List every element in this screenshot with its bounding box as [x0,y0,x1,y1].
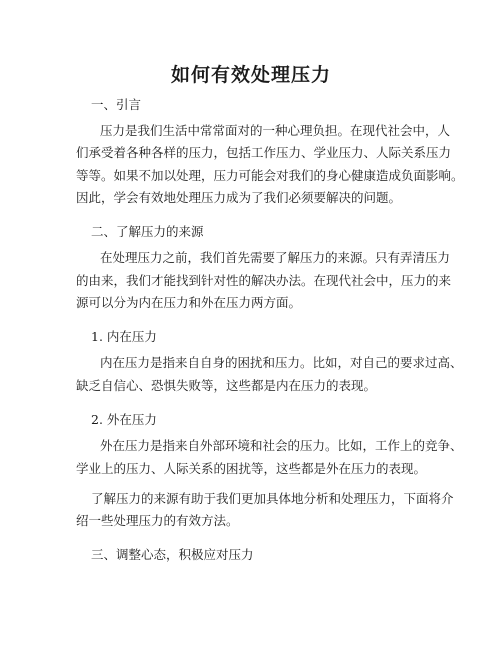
document-title: 如何有效处理压力 [170,64,331,86]
paragraph-line: 因此，学会有效地处理压力成为了我们必须要解决的问题。 [76,190,402,205]
section-heading-attitude: 三、调整心态，积极应对压力 [91,547,254,562]
section-heading-intro: 一、引言 [91,97,142,112]
paragraph-line: 的由来，我们才能找到针对性的解决办法。在现代社会中，压力的来 [76,273,452,288]
subsection-heading-external: 2. 外在压力 [91,412,157,427]
paragraph-line: 源可以分为内在压力和外在压力两方面。 [76,295,302,310]
paragraph-line: 在处理压力之前，我们首先需要了解压力的来源。只有弄清压力 [100,250,451,265]
paragraph-line: 缺乏自信心、恐惧失败等，这些都是内在压力的表现。 [76,378,377,393]
paragraph-line: 们承受着各种各样的压力，包括工作压力、学业压力、人际关系压力 [76,145,452,160]
paragraph-line: 内在压力是指来自自身的困扰和压力。比如，对自己的要求过高、 [100,355,463,370]
paragraph-line: 外在压力是指来自外部环境和社会的压力。比如，工作上的竞争、 [100,438,463,453]
paragraph-line: 压力是我们生活中常常面对的一种心理负担。在现代社会中，人 [100,123,451,138]
paragraph-line: 等等。如果不加以处理，压力可能会对我们的身心健康造成负面影响。 [76,168,464,183]
paragraph-line: 学业上的压力、人际关系的困扰等，这些都是外在压力的表现。 [76,461,427,476]
subsection-heading-internal: 1. 内在压力 [91,329,157,344]
paragraph-line: 了解压力的来源有助于我们更加具体地分析和处理压力，下面将介 [91,491,454,506]
paragraph-line: 绍一些处理压力的有效方法。 [76,513,239,528]
section-heading-sources: 二、了解压力的来源 [91,224,204,239]
